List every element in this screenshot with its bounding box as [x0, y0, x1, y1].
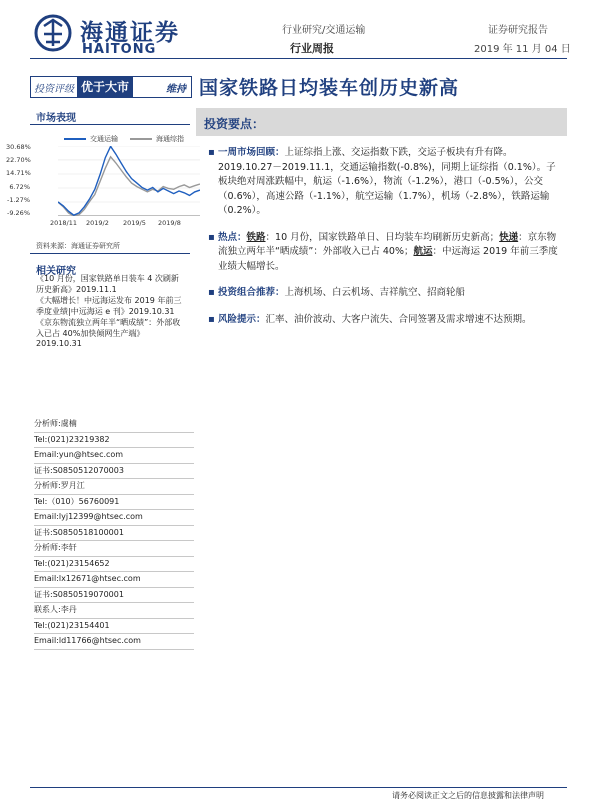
market-heading: 市场表现 — [36, 113, 76, 124]
footer-divider — [30, 787, 567, 788]
hotspot-railway-text: ：10 月份，国家铁路单日、日均装车均刷新历史新高； — [265, 231, 500, 243]
xtick-label: 2019/8 — [158, 219, 181, 227]
analyst-line: Tel:(021)23154401 — [34, 619, 194, 635]
ytick-label: 6.72% — [9, 183, 30, 191]
ytick-label: 14.71% — [6, 169, 31, 177]
xtick-label: 2018/11 — [50, 219, 78, 227]
document-title: 国家铁路日均装车创历史新高 — [199, 77, 460, 99]
legend-swatch-index — [130, 138, 152, 140]
analyst-line: Tel:（010）56760091 — [34, 495, 194, 511]
key-points-heading: 投资要点： — [204, 117, 265, 131]
rating-value: 优于大市 — [77, 77, 133, 97]
hotspot-express: 快递 — [499, 231, 519, 243]
analyst-line: 证书:S0850512070003 — [34, 464, 194, 480]
chart-legend — [64, 134, 184, 144]
rating-label: 投资评级 — [34, 83, 74, 95]
key-point-text: 上证综指上涨、交运指数下跌，交运子板块有升有降。2019.10.27－2019.11.1，交通运输指数(-0.8%)，同期上证综指（0.1%）。子板块绝对周涨跌幅中，航运（-1.6%），物流（-1.2%），港口（-0.5%），公交（0.6%），高速公路（-1.1%），航空运输（1.7%），机场（-2.8%），铁路运输（0.2%）。 — [218, 147, 556, 216]
series-line-海通综指 — [58, 157, 200, 216]
hotspot-shipping-text: ：中远海运 2019 年前三季度业绩大幅增长。 — [218, 246, 558, 272]
hotspot-shipping: 航运 — [413, 246, 433, 257]
analyst-line[interactable]: Email:lyj12399@htsec.com — [34, 510, 194, 526]
report-date: 2019 年 11 月 04 日 — [474, 44, 571, 55]
key-point-item — [208, 313, 564, 328]
related-heading: 相关研究 — [36, 266, 76, 277]
analyst-line[interactable]: Email:lx12671@htsec.com — [34, 572, 194, 588]
related-item[interactable]: 《10 月份，国家铁路单日装车 4 次刷新历史新高》2019.11.1 — [36, 274, 179, 294]
report-subcategory: 行业周报 — [290, 42, 334, 55]
related-item[interactable]: 《京东物流独立两年半“晒成绩”：外部收入已占 40%加快倾网生产端》2019.10.31 — [36, 318, 181, 348]
chart-yaxis — [6, 143, 30, 223]
hotspot-express-text: ：京东物流独立两年半“晒成绩”：外部收入已占 40%； — [218, 231, 557, 257]
legend-label-index: 海通综指 — [156, 135, 184, 143]
market-divider — [30, 124, 190, 125]
analyst-list — [34, 417, 194, 650]
key-point-item — [208, 231, 564, 275]
key-point-head: 热点： — [218, 231, 247, 243]
logo-english: HAITONG — [82, 42, 157, 57]
market-chart — [58, 146, 200, 216]
ytick-label: 22.70% — [6, 156, 31, 164]
key-point-item — [208, 146, 564, 219]
xtick-label: 2019/5 — [123, 219, 146, 227]
analyst-line: 分析师:虞楠 — [34, 417, 194, 433]
legend-swatch-transport — [64, 138, 86, 140]
ytick-label: -9.26% — [7, 209, 30, 217]
analyst-line: 分析师:李轩 — [34, 541, 194, 557]
chart-source: 资料来源：海通证券研究所 — [36, 242, 120, 250]
logo-icon — [34, 14, 72, 52]
header-divider — [30, 58, 567, 59]
key-point-item — [208, 286, 564, 301]
footer-disclaimer[interactable]: 请务必阅读正文之后的信息披露和法律声明 — [392, 791, 544, 800]
analyst-line: 分析师:罗月江 — [34, 479, 194, 495]
analyst-line: Tel:(021)23219382 — [34, 433, 194, 449]
related-item[interactable]: 《大幅增长！中远海运发布 2019 年前三季度业绩|中远海运 e 刊》2019.10.31 — [36, 296, 182, 316]
key-point-head: 风险提示： — [218, 313, 266, 325]
analyst-line: Tel:(021)23154652 — [34, 557, 194, 573]
related-list — [36, 274, 186, 351]
ytick-label: 30.68% — [6, 143, 31, 151]
analyst-line: 证书:S0850519070001 — [34, 588, 194, 604]
analyst-line: 证书:S0850518100001 — [34, 526, 194, 542]
analyst-line: 联系人:李丹 — [34, 603, 194, 619]
analyst-line[interactable]: Email:ld11766@htsec.com — [34, 634, 194, 650]
analyst-line[interactable]: Email:yun@htsec.com — [34, 448, 194, 464]
report-category: 行业研究/交通运输 — [282, 25, 366, 36]
key-point-head: 一周市场回顾： — [218, 147, 285, 158]
ytick-label: -1.27% — [7, 196, 30, 204]
key-point-head: 投资组合推荐： — [218, 287, 285, 298]
xtick-label: 2019/2 — [86, 219, 109, 227]
report-type: 证券研究报告 — [488, 25, 548, 36]
hotspot-railway: 铁路 — [246, 231, 266, 243]
rating-box — [30, 76, 192, 98]
key-point-text: 汇率、油价波动、大客户流失、合同签署及需求增速不达预期。 — [265, 313, 532, 325]
rating-change: 维持 — [166, 83, 186, 95]
key-points-list — [208, 146, 564, 339]
source-divider — [30, 253, 190, 254]
key-point-text: 上海机场、白云机场、吉祥航空、招商轮船 — [284, 287, 466, 298]
legend-label-transport: 交通运输 — [90, 135, 118, 143]
key-points-banner — [196, 108, 567, 136]
logo-text: 海通证券 — [80, 19, 180, 46]
